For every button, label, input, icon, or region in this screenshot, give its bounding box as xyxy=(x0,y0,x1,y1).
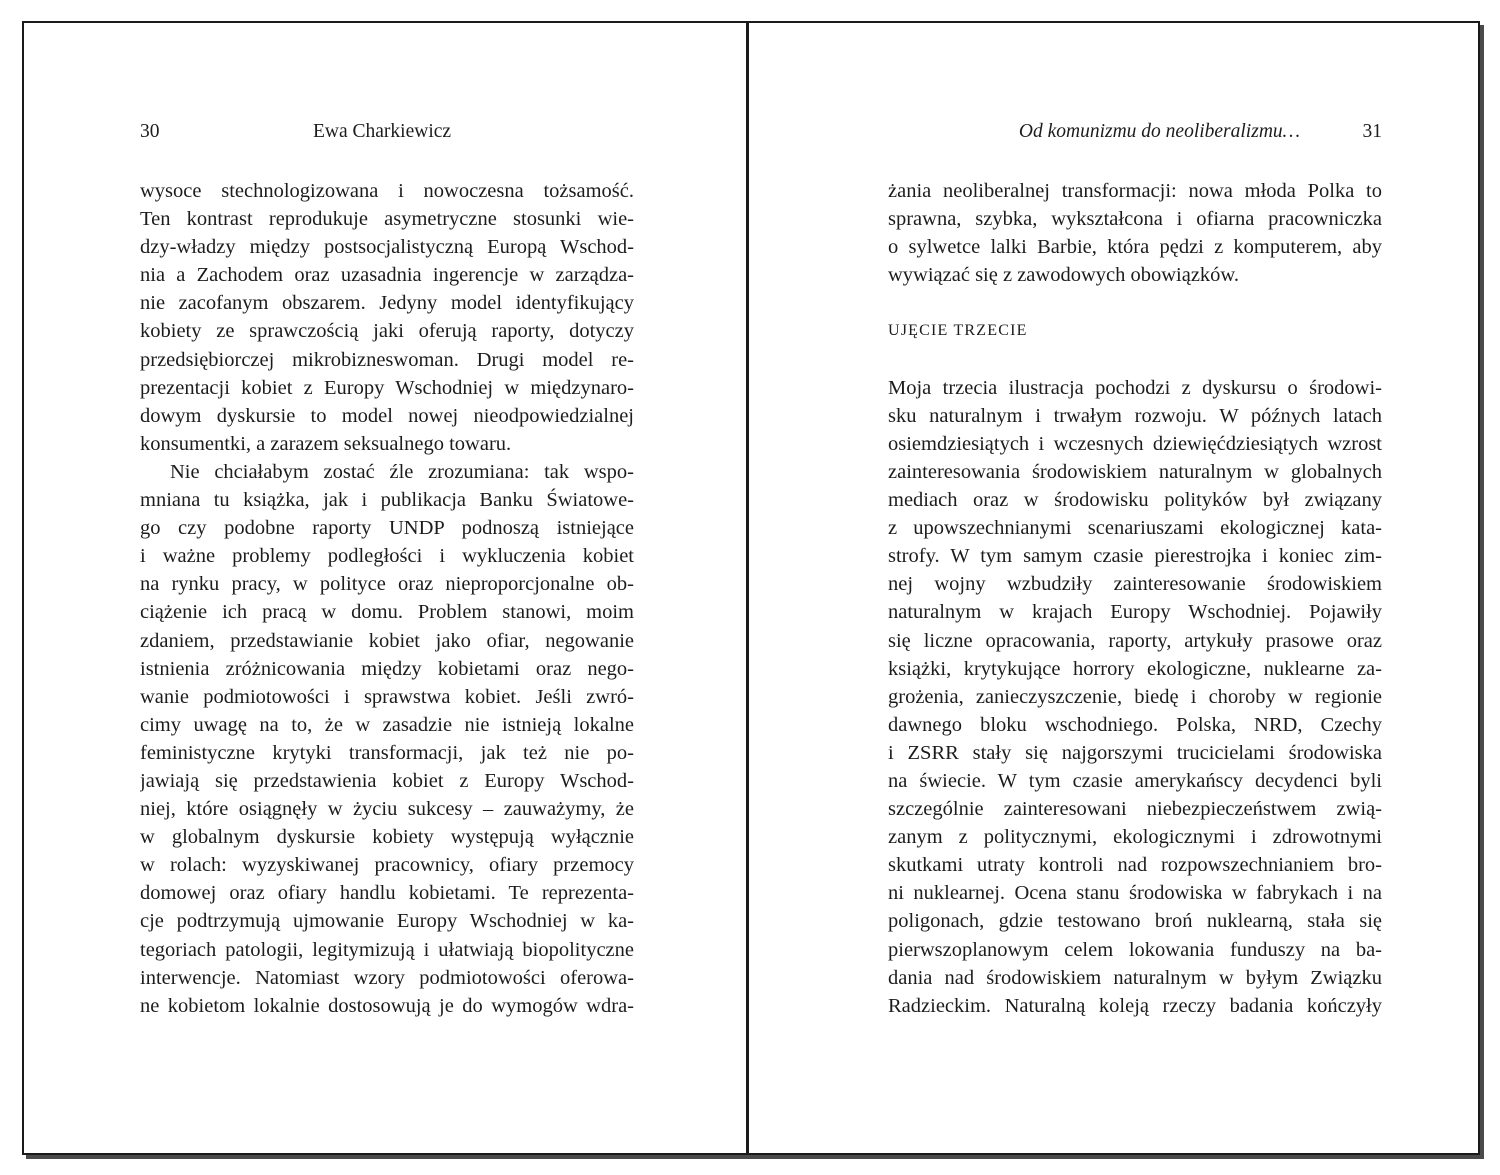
text-line: zainteresowania środowiskiem naturalnym w globalnych xyxy=(888,460,1382,483)
text-line: strofy. W tym samym czasie pierestrojka i koniec zim- xyxy=(888,545,1382,568)
text-line: mediach oraz w środowisku polityków był związany xyxy=(888,489,1382,512)
text-line: sku naturalnym i trwałym rozwoju. W późnych latach xyxy=(888,404,1382,427)
text-line: naturalnym w krajach Europy Wschodniej. Pojawiły xyxy=(888,601,1382,624)
text-line: się liczne opracowania, raporty, artykuły prasowe oraz xyxy=(888,629,1382,652)
text-line: ne kobietom lokalnie dostosowują je do wymogów wdra- xyxy=(140,994,634,1017)
text-line: cimy uwagę na to, że w zasadzie nie istnieją lokalne xyxy=(140,713,634,736)
text-line: feministyczne krytyki transformacji, jak też nie po- xyxy=(140,741,634,764)
text-line: i ważne problemy podległości i wykluczenia kobiet xyxy=(140,545,634,568)
text-line: wywiązać się z zawodowych obowiązków. xyxy=(888,264,1240,287)
text-line: istnienia zróżnicowania między kobietami oraz nego- xyxy=(140,657,634,680)
right-page xyxy=(749,23,1478,1153)
text-line: skutkami utraty kontroli nad rozpowszechnianiem bro- xyxy=(888,854,1382,877)
text-line: z upowszechnianymi scenariuszami ekologicznej kata- xyxy=(888,517,1382,540)
text-line: nie zacofanym obszarem. Jedyny model identyfikujący xyxy=(140,292,634,315)
text-line: tegoriach patologii, legitymizują i ułatwiają biopolityczne xyxy=(140,938,634,961)
spacer xyxy=(888,346,1382,374)
book-spread xyxy=(22,21,1480,1155)
text-line: książki, krytykujące horrory ekologiczne, nuklearne za- xyxy=(888,657,1382,680)
text-line: grożenia, zanieczyszczenie, biedę i choroby w regionie xyxy=(888,685,1382,708)
text-line: i ZSRR stały się najgorszymi trucicielami środowiska xyxy=(888,741,1382,764)
text-line: poligonach, gdzie testowano broń nuklearną, stała się xyxy=(888,910,1382,933)
text-line: kobiety ze sprawczością jaki oferują raporty, dotyczy xyxy=(140,320,634,343)
text-line: prezentacji kobiet z Europy Wschodniej w międzynaro- xyxy=(140,376,634,399)
text-line: Moja trzecia ilustracja pochodzi z dyskursu o środowi- xyxy=(888,376,1382,399)
text-line: w globalnym dyskursie kobiety występują wyłącznie xyxy=(140,826,634,849)
text-line: Nie chciałabym zostać źle zrozumiana: tak wspo- xyxy=(170,460,634,483)
chapter-running-head: Od komunizmu do neoliberalizmu… xyxy=(1018,121,1300,142)
text-line: jawiają się przedstawienia kobiet z Europy Wschod- xyxy=(140,769,634,792)
text-line: zanym z politycznymi, ekologicznymi i zdrowotnymi xyxy=(888,826,1382,849)
text-line: wanie podmiotowości i sprawstwa kobiet. Jeśli zwró- xyxy=(140,685,634,708)
page-number: 30 xyxy=(140,121,160,142)
spacer xyxy=(888,289,1382,317)
text-line: wysoce stechnologizowana i nowoczesna tożsamość. xyxy=(140,180,634,202)
right-body-text xyxy=(888,177,1382,1020)
text-line: dzy-władzy między postsocjalistyczną Europą Wschod- xyxy=(140,236,634,259)
text-line: niej, które osiągnęły w życiu sukcesy – zauważymy, że xyxy=(140,798,634,821)
text-line: żania neoliberalnej transformacji: nowa młoda Polka to xyxy=(888,180,1382,202)
text-line: dania nad środowiskiem naturalnym w byłym Związku xyxy=(888,966,1382,989)
text-line: pierwszoplanowym celem lokowania funduszy na ba- xyxy=(888,938,1382,961)
left-body-text xyxy=(140,177,634,1020)
text-line: szczególnie zainteresowani niebezpieczeństwem zwią- xyxy=(888,798,1382,821)
author-running-head: Ewa Charkiewicz xyxy=(313,121,452,142)
text-line: ciążenie ich pracą w domu. Problem stanowi, moim xyxy=(140,601,634,624)
text-line: nia a Zachodem oraz uzasadnia ingerencje w zarządza- xyxy=(140,264,634,287)
text-line: na rynku pracy, w polityce oraz nieproporcjonalne ob- xyxy=(140,573,634,596)
text-line: dawnego bloku wschodniego. Polska, NRD, Czechy xyxy=(888,713,1382,736)
text-line: konsumentki, a zarazem seksualnego towaru. xyxy=(140,432,512,455)
text-line: w rolach: wyzyskiwanej pracownicy, ofiary przemocy xyxy=(140,854,634,877)
running-head-left xyxy=(140,119,634,145)
page-number: 31 xyxy=(1362,121,1382,142)
text-line: na świecie. W tym czasie amerykańscy decydenci byli xyxy=(888,769,1382,792)
text-line: o sylwetce lalki Barbie, która pędzi z komputerem, aby xyxy=(888,236,1382,259)
text-line: nej wojny wzbudziły zainteresowanie środowiskiem xyxy=(888,573,1382,596)
text-line: dowym dyskursie to model nowej nieodpowiedzialnej xyxy=(140,404,634,427)
text-line: ni nuklearnej. Ocena stanu środowiska w fabrykach i na xyxy=(888,882,1382,905)
left-page xyxy=(24,23,746,1153)
text-line: mniana tu książka, jak i publikacja Banku Światowe- xyxy=(140,489,634,512)
text-line: przedsiębiorczej mikrobizneswoman. Drugi model re- xyxy=(140,348,634,371)
text-line: Ten kontrast reprodukuje asymetryczne stosunki wie- xyxy=(140,208,634,231)
text-line: osiemdziesiątych i wczesnych dziewięćdziesiątych wzrost xyxy=(888,432,1382,455)
section-heading: UJĘCIE TRZECIE xyxy=(888,322,1028,340)
text-line: zdaniem, przedstawianie kobiet jako ofiar, negowanie xyxy=(140,629,634,652)
running-head-right xyxy=(888,119,1382,145)
text-line: cje podtrzymują ujmowanie Europy Wschodniej w ka- xyxy=(140,910,634,933)
text-line: domowej oraz ofiary handlu kobietami. Te reprezenta- xyxy=(140,882,634,905)
text-line: go czy podobne raporty UNDP podnoszą istniejące xyxy=(140,517,634,540)
text-line: interwencje. Natomiast wzory podmiotowości oferowa- xyxy=(140,966,634,989)
text-line: sprawna, szybka, wykształcona i ofiarna pracowniczka xyxy=(888,208,1382,231)
text-line: Radzieckim. Naturalną koleją rzeczy badania kończyły xyxy=(888,994,1382,1017)
